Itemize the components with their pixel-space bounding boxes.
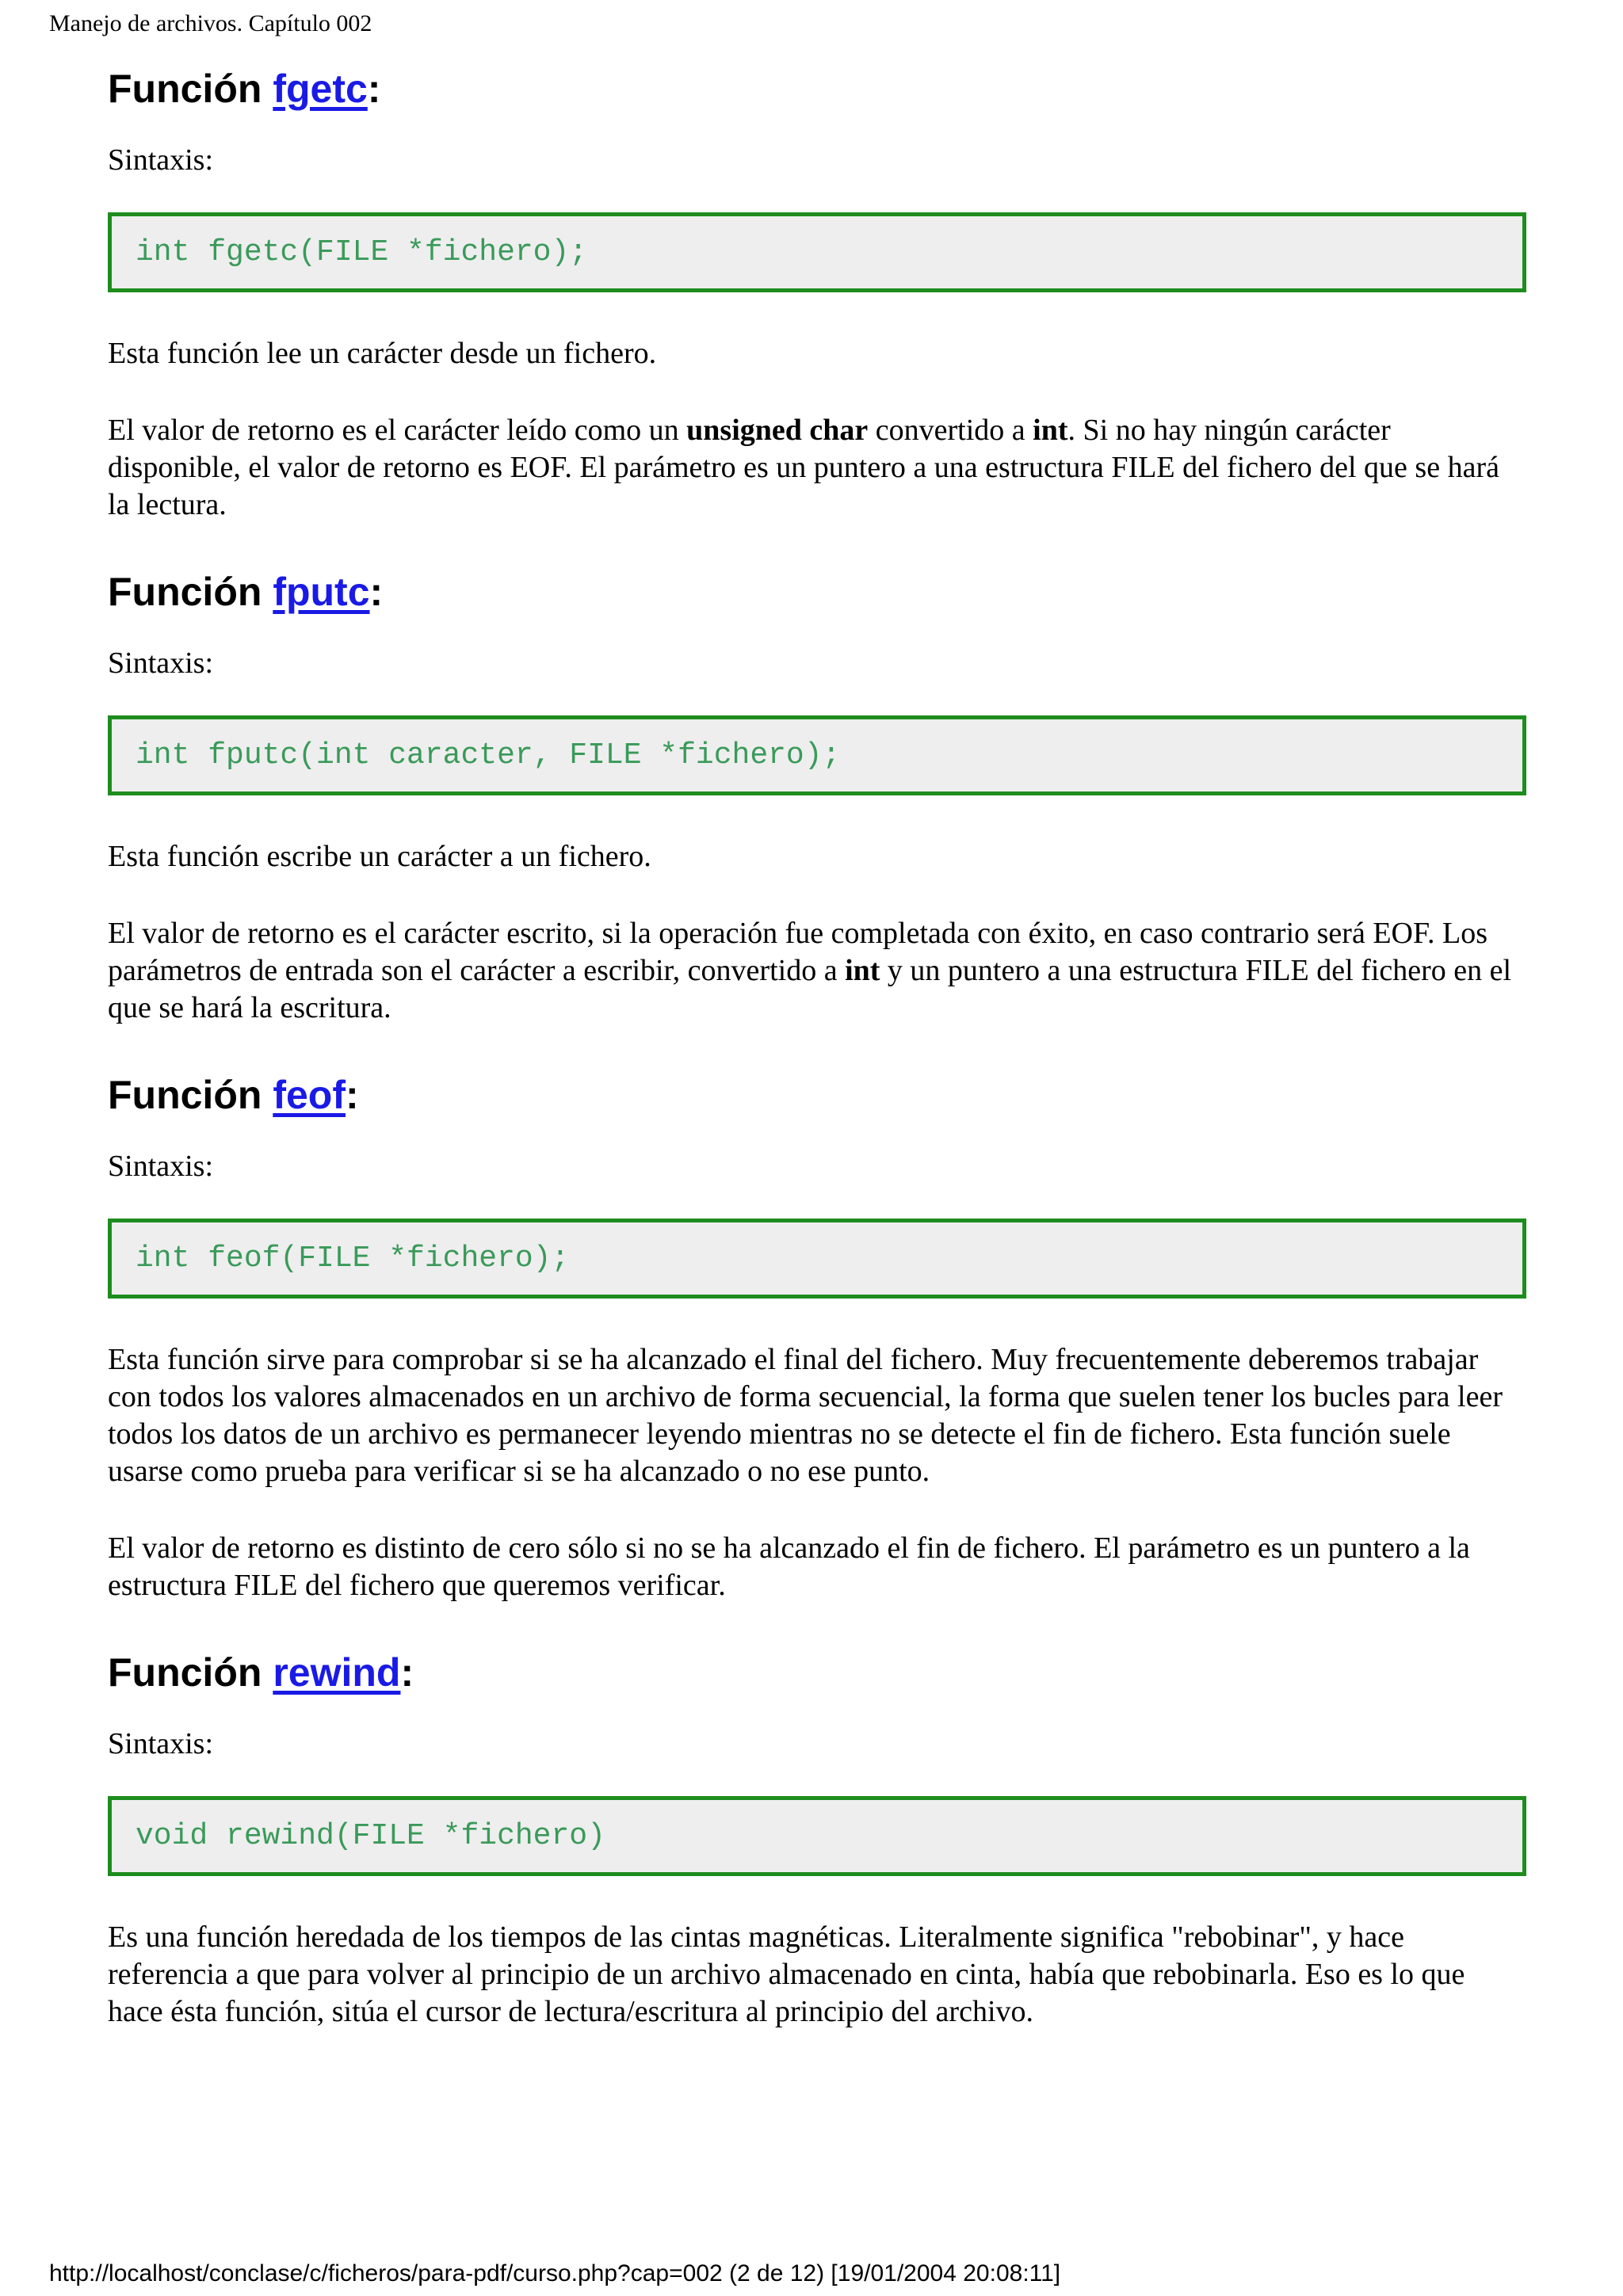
bold-text: unsigned char — [686, 414, 869, 447]
heading-suffix: : — [367, 67, 381, 111]
link-fputc[interactable]: fputc — [273, 570, 370, 614]
link-rewind[interactable]: rewind — [273, 1650, 401, 1695]
heading-prefix: Función — [108, 570, 273, 614]
heading-prefix: Función — [108, 1650, 273, 1695]
heading-rewind — [108, 1644, 1526, 1701]
syntax-label: Sintaxis: — [108, 143, 214, 177]
paragraph — [108, 915, 1526, 1027]
heading-suffix: : — [400, 1650, 414, 1695]
link-feof[interactable]: feof — [273, 1073, 346, 1117]
syntax-label: Sintaxis: — [108, 1150, 214, 1183]
heading-prefix: Función — [108, 67, 273, 111]
syntax-label: Sintaxis: — [108, 1727, 214, 1760]
section-fputc — [108, 563, 1526, 1027]
text-run: y un puntero a una estructura FILE del fichero en el que se hará la escritura. — [108, 954, 1512, 1024]
heading-fgetc — [108, 60, 1526, 117]
link-fgetc[interactable]: fgetc — [273, 67, 368, 111]
text-run: convertido a — [868, 414, 1033, 447]
page-header: Manejo de archivos. Capítulo 002 — [49, 10, 372, 36]
section-rewind — [108, 1644, 1526, 2031]
section-fgetc — [108, 60, 1526, 524]
code-block-feof — [108, 1219, 1526, 1299]
code-text: void rewind(FILE *fichero) — [136, 1819, 605, 1853]
heading-suffix: : — [345, 1073, 359, 1117]
text-run: El valor de retorno es el carácter leído como un — [108, 414, 687, 447]
heading-feof — [108, 1066, 1526, 1123]
heading-suffix: : — [369, 570, 384, 614]
document-body — [108, 60, 1526, 2070]
heading-prefix: Función — [108, 1073, 273, 1117]
paragraph: Es una función heredada de los tiempos de las cintas magnéticas. Literalmente significa "rebobinar", y hace referencia a que para volver al principio de un archivo almacenado en cinta, había que rebobinarla. Eso es lo que hace ésta función, sitúa el cursor de lectura/escritura al principio del archivo. — [108, 1920, 1465, 2028]
bold-text: int — [845, 954, 880, 987]
text-run: El valor de retorno es el carácter escrito, si la operación fue completada con éxito, en caso contrario será EOF. Los parámetros de entrada son el carácter a escribir, convertido a — [108, 917, 1488, 987]
page-footer-url: http://localhost/conclase/c/ficheros/para-pdf/curso.php?cap=002 (2 de 12) [19/01/2004 20:08:11] — [49, 2260, 1061, 2286]
code-block-fgetc — [108, 212, 1526, 292]
section-feof — [108, 1066, 1526, 1604]
paragraph — [108, 412, 1526, 524]
syntax-label: Sintaxis: — [108, 646, 214, 680]
code-text: int feof(FILE *fichero); — [136, 1241, 570, 1276]
code-text: int fputc(int caracter, FILE *fichero); — [136, 738, 841, 772]
paragraph: Esta función escribe un carácter a un fichero. — [108, 840, 651, 873]
code-block-fputc — [108, 715, 1526, 795]
code-text: int fgetc(FILE *fichero); — [136, 235, 588, 269]
paragraph: Esta función lee un carácter desde un fichero. — [108, 337, 657, 370]
bold-text: int — [1033, 414, 1068, 447]
code-block-rewind — [108, 1796, 1526, 1876]
text-run: . Si no hay ningún carácter disponible, el valor de retorno es EOF. El parámetro es un puntero a una estructura FILE del fichero del que se hará la lectura. — [108, 414, 1499, 521]
heading-fputc — [108, 563, 1526, 620]
paragraph: Esta función sirve para comprobar si se ha alcanzado el final del fichero. Muy frecuentemente deberemos trabajar con todos los valores almacenados en un archivo de forma secuencial, la forma que suelen tener los bucles para leer todos los datos de un archivo es permanecer leyendo mientras no se detecte el fin de fichero. Esta función suele usarse como prueba para verificar si se ha alcanzado o no ese punto. — [108, 1343, 1503, 1488]
paragraph: El valor de retorno es distinto de cero sólo si no se ha alcanzado el fin de fichero. El parámetro es un puntero a la estructura FILE del fichero que queremos verificar. — [108, 1531, 1470, 1602]
